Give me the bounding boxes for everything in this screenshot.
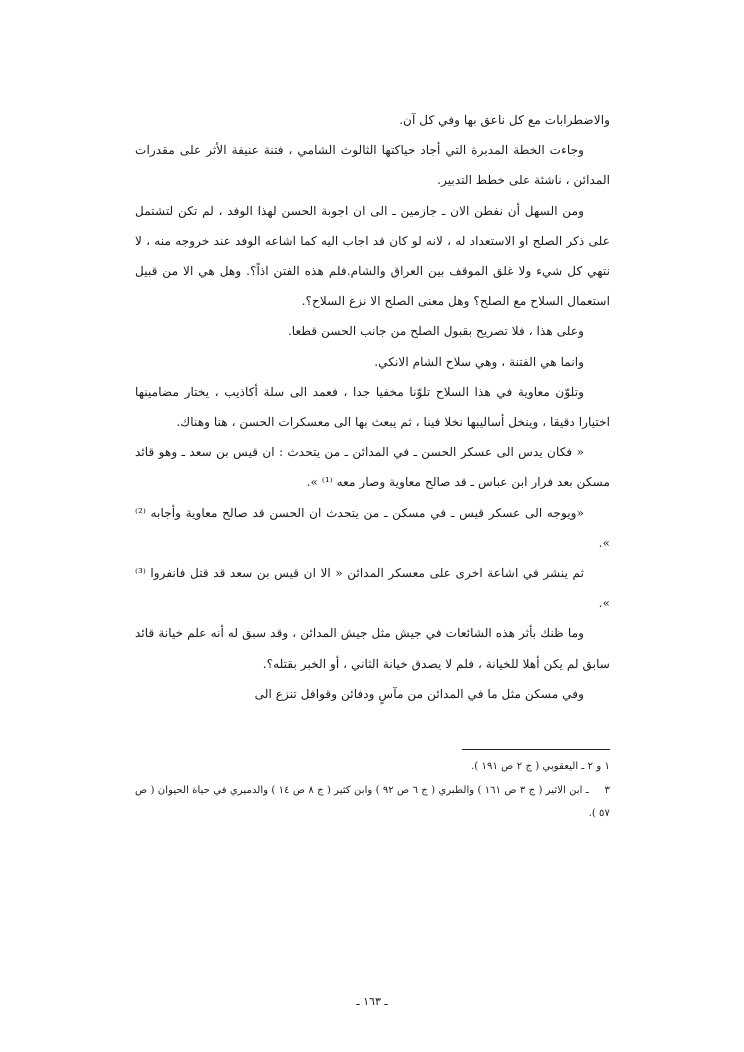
footnote-number: ١ و ٢ [587,761,610,772]
footnote [135,779,610,826]
paragraph: «ويوجه الى عسكر قيس ـ في مسكن ـ من يتحدث ان الحسن قد صالح معاوية وأجابه ⁽²⁾ ». [135,505,610,550]
paragraph: وما ظنك بأثر هذه الشائعات في جيش مثل جيش المدائن ، وقد سبق له أنه علم خيانة قائد سابق لم يكن أهلا للخيانة ، فلم لا يصدق خيانة الثاني ، أو الخبر بقتله؟. [135,626,610,671]
footnote-divider [462,749,610,750]
paragraph: ومن السهل أن نفطن الان ـ جازمين ـ الى ان اجوبة الحسن لهذا الوفد ، لم تكن لتشتمل على ذكر الصلح او الاستعداد له ، لانه لو كان قد اجاب اليه كما اشاعه الوفد عند خروجه منه ، لا نتهي كل شيء ولا غلق الموقف بين العراق والشام.فلم هذه الفتن اذاً؟. وهل هي الا من قبيل استعمال السلاح مع الصلح؟ وهل معنى الصلح الا نزع السلاح؟. [135,203,610,309]
footnote [135,755,610,779]
footnote-number: ٣ [604,784,610,796]
footnote-text: ـ اليعقوبي ( ج ٢ ص ١٩١ ). [471,761,585,772]
paragraph: والاضطرابات مع كل ناعق بها وفي كل آن. [399,113,610,127]
paragraph: « فكان يدس الى عسكر الحسن ـ في المدائن ـ من يتحدث : ان قيس بن سعد ـ وهو قائد مسكن بعد فرار ابن عباس ـ قد صالح معاوية وصار معه ⁽¹⁾ ». [135,445,610,490]
paragraph: وتلوّن معاوية في هذا السلاح تلوّنا مخفيا جدا ، فعمد الى سلة أكاذيب ، يختار مضامينها اختيارا دقيقا ، وينخل أساليبها نخلا فينا ، ثم يبعث بها الى معسكرات الحسن ، هنا وهناك. [135,384,610,430]
paragraph: وفي مسكن مثل ما في المدائن من مآسٍ ودفائن وقوافل تنزع الى [254,686,584,701]
footnotes [135,755,610,826]
paragraph: وجاءت الخطة المدبرة التي أجاد حياكتها الثالوث الشامي ، فتنة عنيفة الأثر على مقدرات المدائن ، ناشئة على خطط التدبير. [135,143,610,188]
page-number: ـ ١٦٣ ـ [356,995,388,1008]
footnote-text: ـ ابن الاثير ( ج ٣ ص ١٦١ ) والطبري ( ج ٦ ص ٩٢ ) وابن كثير ( ج ٨ ص ١٤ ) والدميري في حياة الحيوان ( ص ٥٧ ). [135,784,610,819]
paragraph: وعلى هذا ، فلا تصريح بقبول الصلح من جانب الحسن قطعا. [287,324,584,339]
paragraph: ثم ينشر في اشاعة اخرى على معسكر المدائن « الا ان قيس بن سعد قد قتل فانفروا ⁽³⁾ ». [135,566,610,611]
main-text [135,105,610,709]
paragraph: وانما هي الفتنة ، وهي سلاح الشام الانكي. [374,354,584,369]
